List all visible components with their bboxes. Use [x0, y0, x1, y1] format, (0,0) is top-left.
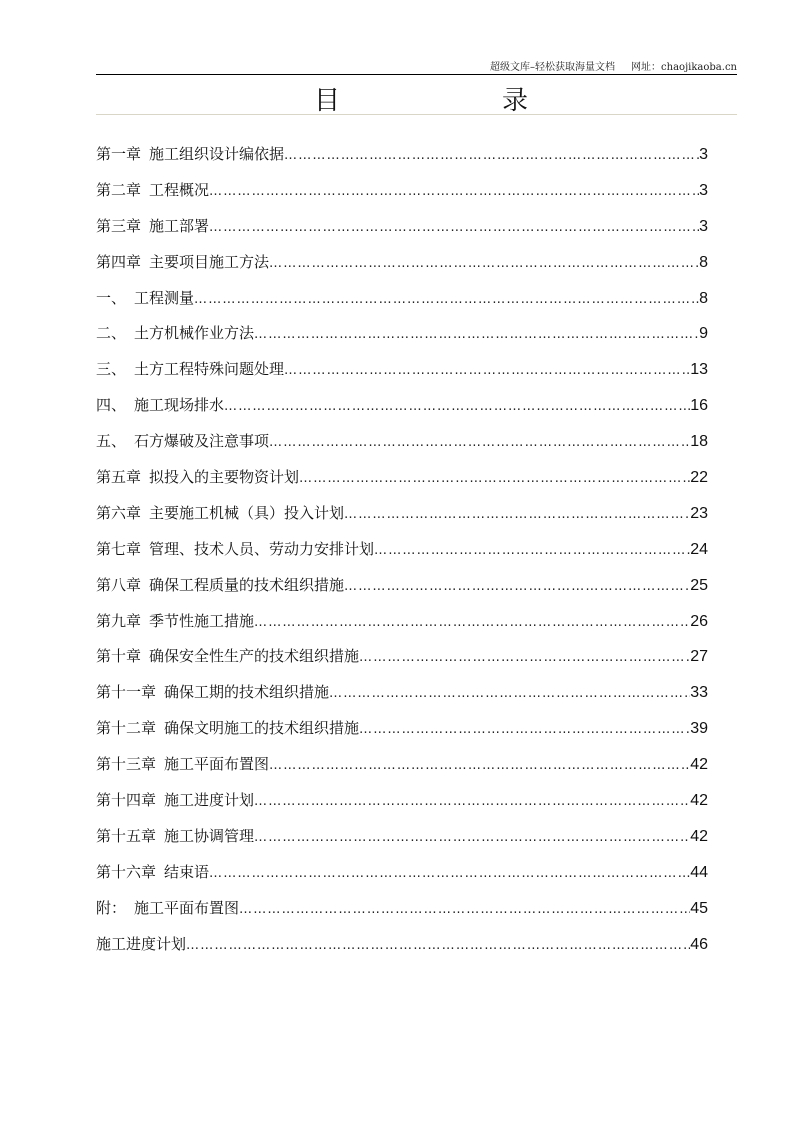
toc-entry-label: [96, 321, 254, 345]
toc-entry[interactable]: [96, 321, 708, 357]
toc-entry[interactable]: [96, 286, 708, 322]
toc-page-number: 46: [690, 935, 708, 953]
toc-entry-label: [96, 393, 224, 417]
toc-page-number: 33: [690, 684, 708, 702]
toc-entry-label: [96, 537, 374, 561]
toc-entry-title: 土方工程特殊问题处理: [134, 360, 285, 379]
toc-entry-title: 工程测量: [134, 288, 195, 307]
toc-page-number: 8: [699, 289, 708, 307]
toc-entry-prefix: 四、: [96, 396, 127, 415]
toc-page-number: 8: [699, 253, 708, 271]
toc-entry-title: 主要施工机械（具）投入计划: [149, 503, 345, 522]
toc-entry[interactable]: [96, 357, 708, 393]
toc-entry-prefix: 第七章: [96, 539, 142, 558]
toc-entry[interactable]: [96, 752, 708, 788]
toc-entry[interactable]: [96, 573, 708, 609]
toc-entry-prefix: 二、: [96, 324, 127, 343]
toc-entry[interactable]: [96, 465, 708, 501]
toc-entry-title: 施工现场排水: [134, 396, 225, 415]
header-text: [490, 58, 737, 73]
title-char-2: 录: [502, 86, 529, 116]
toc-entry-title: 确保文明施工的技术组织措施: [164, 719, 360, 738]
toc-dot-leader: [254, 790, 690, 814]
toc-dot-leader: [209, 180, 699, 204]
toc-dot-leader: [299, 467, 690, 491]
toc-page-number: 42: [690, 756, 708, 774]
toc-entry[interactable]: [96, 932, 708, 968]
toc-entry-prefix: 第十三章: [96, 755, 157, 774]
toc-dot-leader: [194, 288, 699, 312]
toc-dot-leader: [344, 575, 690, 599]
toc-entry-label: [96, 932, 186, 956]
toc-dot-leader: [359, 646, 690, 670]
toc-entry-label: [96, 357, 284, 381]
toc-dot-leader: [284, 144, 699, 168]
toc-entry-title: 施工平面布置图: [164, 755, 270, 774]
toc-entry-title: 施工进度计划: [164, 791, 255, 810]
toc-entry-title: 拟投入的主要物资计划: [149, 468, 300, 487]
toc-entry[interactable]: [96, 429, 708, 465]
toc-entry-prefix: 第八章: [96, 575, 142, 594]
toc-entry-prefix: 第十二章: [96, 719, 157, 738]
toc-entry-title: 主要项目施工方法: [149, 252, 270, 271]
toc-entry-label: [96, 286, 194, 310]
toc-dot-leader: [254, 611, 690, 635]
toc-entry-label: [96, 716, 359, 740]
toc-entry[interactable]: [96, 788, 708, 824]
toc-entry-prefix: 五、: [96, 432, 127, 451]
toc-entry[interactable]: [96, 178, 708, 214]
toc-entry-title: 施工平面布置图: [134, 898, 240, 917]
toc-dot-leader: [284, 359, 690, 383]
toc-entry-prefix: 一、: [96, 288, 127, 307]
toc-entry-title: 土方机械作业方法: [134, 324, 255, 343]
toc-entry-prefix: 第三章: [96, 216, 142, 235]
toc-dot-leader: [269, 754, 690, 778]
toc-entry-prefix: 第十六章: [96, 862, 157, 881]
toc-entry-title: 结束语: [164, 862, 210, 881]
toc-entry-title: 确保工程质量的技术组织措施: [149, 575, 345, 594]
toc-entry[interactable]: [96, 142, 708, 178]
toc-dot-leader: [239, 898, 690, 922]
toc-entry-prefix: 第五章: [96, 468, 142, 487]
toc-entry-title: 施工进度计划: [96, 934, 187, 953]
toc-entry-title: 施工组织设计编依据: [149, 145, 285, 163]
toc-entry-prefix: 第十四章: [96, 791, 157, 810]
toc-entry-title: 确保工期的技术组织措施: [164, 683, 330, 702]
toc-entry-prefix: 第一章: [96, 145, 142, 163]
toc-entry-label: [96, 573, 344, 597]
toc-entry-label: [96, 860, 209, 884]
title-char-1: 目: [314, 86, 341, 116]
toc-page-number: 3: [699, 181, 708, 199]
toc-dot-leader: [269, 252, 699, 276]
toc-page-number: 42: [690, 792, 708, 810]
toc-entry-prefix: 第十章: [96, 647, 142, 666]
toc-entry-prefix: 第二章: [96, 180, 142, 199]
toc-entry-label: [96, 178, 209, 202]
toc-entry-title: 施工协调管理: [164, 826, 255, 845]
toc-page-number: 3: [699, 217, 708, 235]
toc-entry[interactable]: [96, 609, 708, 645]
toc-entry[interactable]: [96, 860, 708, 896]
toc-entry[interactable]: [96, 501, 708, 537]
header-url: 网址：chaojikaoba.cn: [631, 62, 737, 73]
toc-page-number: 25: [690, 576, 708, 594]
header-site-text: 超级文库–轻松获取海量文档: [490, 62, 616, 73]
toc-entry-prefix: 第十一章: [96, 683, 157, 702]
toc-dot-leader: [254, 323, 699, 347]
toc-entry-label: [96, 142, 284, 166]
toc-entry-title: 工程概况: [149, 180, 210, 199]
toc-entry[interactable]: [96, 896, 708, 932]
toc-entry[interactable]: [96, 250, 708, 286]
toc-page-number: 45: [690, 899, 708, 917]
toc-entry-prefix: 第六章: [96, 503, 142, 522]
toc-page-number: 13: [690, 361, 708, 379]
toc-dot-leader: [224, 395, 690, 419]
toc-page-number: 24: [690, 540, 708, 558]
toc-page-number: 3: [699, 146, 708, 163]
page-header: [96, 56, 737, 75]
toc-entry-title: 管理、技术人员、劳动力安排计划: [149, 539, 375, 558]
toc-dot-leader: [269, 431, 690, 455]
toc-entry[interactable]: [96, 716, 708, 752]
toc-page-number: 44: [690, 863, 708, 881]
toc-entry-title: 施工部署: [149, 216, 210, 235]
toc-dot-leader: [329, 682, 690, 706]
toc-entry-prefix: 第九章: [96, 611, 142, 630]
toc-dot-leader: [254, 826, 690, 850]
toc-page-number: 22: [690, 469, 708, 487]
toc-entry-title: 季节性施工措施: [149, 611, 255, 630]
toc-entry-prefix: 三、: [96, 360, 127, 379]
toc-entry-title: 石方爆破及注意事项: [134, 432, 270, 451]
toc-entry-label: [96, 680, 329, 704]
toc-page-number: 23: [690, 504, 708, 522]
toc-entry-label: [96, 429, 269, 453]
toc-dot-leader: [344, 503, 690, 527]
toc-entry-title: 确保安全性生产的技术组织措施: [149, 647, 360, 666]
toc-entry[interactable]: [96, 644, 708, 680]
toc-entry-prefix: 第四章: [96, 252, 142, 271]
toc-page-number: 26: [690, 612, 708, 630]
toc-entry-label: [96, 465, 299, 489]
toc-entry-label: [96, 752, 269, 776]
toc-entry-prefix: 第十五章: [96, 826, 157, 845]
toc-entry-label: [96, 609, 254, 633]
toc-entry[interactable]: [96, 680, 708, 716]
toc-entry-label: [96, 644, 359, 668]
toc-page-number: 27: [690, 648, 708, 666]
toc-dot-leader: [209, 862, 690, 886]
toc-entry-label: [96, 824, 254, 848]
toc-entry[interactable]: [96, 393, 708, 429]
toc-entry-label: [96, 788, 254, 812]
toc-dot-leader: [359, 718, 690, 742]
toc-page-number: 9: [699, 325, 708, 343]
toc-entry-label: [96, 501, 344, 525]
toc-dot-leader: [186, 934, 690, 958]
toc-page-number: 39: [690, 720, 708, 738]
toc-entry-label: [96, 214, 209, 238]
toc-entry-prefix: 附：: [96, 898, 127, 917]
toc-page-number: 42: [690, 827, 708, 845]
page-title: [96, 80, 737, 115]
toc-entry-label: [96, 250, 269, 274]
toc-entry[interactable]: [96, 537, 708, 573]
toc-dot-leader: [209, 216, 699, 240]
toc-entry-label: [96, 896, 239, 920]
toc-entry[interactable]: [96, 824, 708, 860]
toc-page-number: 18: [690, 433, 708, 451]
toc-page-number: 16: [690, 397, 708, 415]
toc-dot-leader: [374, 539, 690, 563]
toc-entry[interactable]: [96, 214, 708, 250]
table-of-contents: [96, 142, 708, 967]
